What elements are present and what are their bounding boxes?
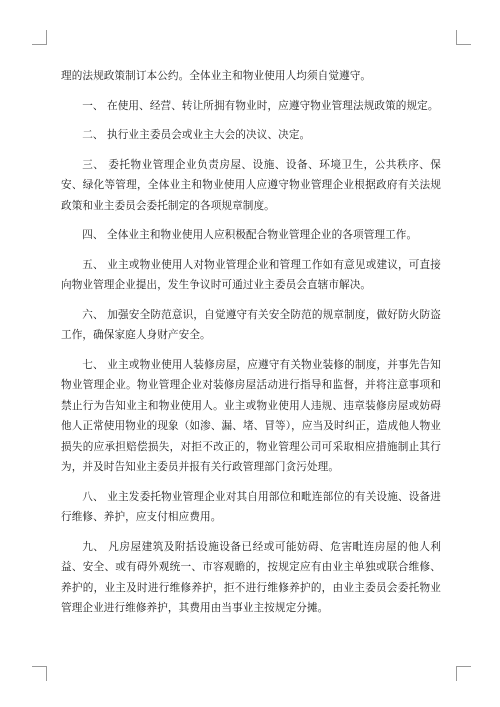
paragraph-intro: 理的法规政策制订本公约。全体业主和物业使用人均须自觉遵守。 xyxy=(61,70,372,82)
paragraph-item-9: 九、 凡房屋建筑及附括设施设备已经或可能妨碍、危害毗连房屋的他人利益、安全、或有碍外观统一、市容观瞻的，按规定应有由业主单独或联合维修、养护的，业主及时进行维修养护，拒不进行维修养护的，由业主委员会委托物业管理企业进行维修养护，其费用由当事业主按规定分摊。 xyxy=(61,540,441,614)
crop-mark-top-left xyxy=(32,30,47,45)
paragraph-item-3: 三、 委托物业管理企业负责房屋、设施、设备、环境卫生，公共秩序、保安、绿化等管理，全体业主和物业使用人应遵守物业管理企业根据政府有关法规政策和业主委员会委托制定的各项规章制度。 xyxy=(61,158,441,212)
paragraph-item-4: 四、 全体业主和物业使用人应积极配合物业管理企业的各项管理工作。 xyxy=(82,229,418,241)
paragraph-item-8: 八、 业主发委托物业管理企业对其自用部位和毗连部位的有关设施、设备进行维修、养护，应支付相应费用。 xyxy=(61,490,441,523)
crop-mark-bottom-right xyxy=(456,666,471,681)
paragraph-item-2: 二、 执行业主委员会或业主大会的决议、决定。 xyxy=(82,129,311,141)
paragraph-item-1: 一、 在使用、经营、转让所拥有物业时，应遵守物业管理法规政策的规定。 xyxy=(82,99,439,112)
paragraph-item-6: 六、 加强安全防范意识，自觉遵守有关安全防范的规章制度，做好防火防盗工作，确保家庭人身财产安全。 xyxy=(61,308,441,341)
paragraph-item-5: 五、 业主或物业使用人对物业管理企业和管理工作如有意见或建议，可直接向物业管理企业提出，发生争议时可通过业主委员会直辖市解决。 xyxy=(61,258,441,291)
crop-mark-top-right xyxy=(456,30,471,45)
paragraph-item-7: 七、 业主或物业使用人装修房屋，应遵守有关物业装修的制度，并事先告知物业管理企业。物业管理企业对装修房屋活动进行指导和监督，并将注意事项和禁止行为告知业主和物业使用人。业主或物业使用人违规、违章装修房屋或妨碍他人正常使用物业的现象（如渗、漏、堵、冒等），应当及时纠正，造成他人物业损失的应承担赔偿损失，对拒不改正的，物业管理公司可采取相应措施制止其行为，并及时告知业主委员并报有关行政管理部门贪污处理。 xyxy=(61,358,441,473)
crop-mark-bottom-left xyxy=(32,666,47,681)
document-body xyxy=(61,66,441,628)
